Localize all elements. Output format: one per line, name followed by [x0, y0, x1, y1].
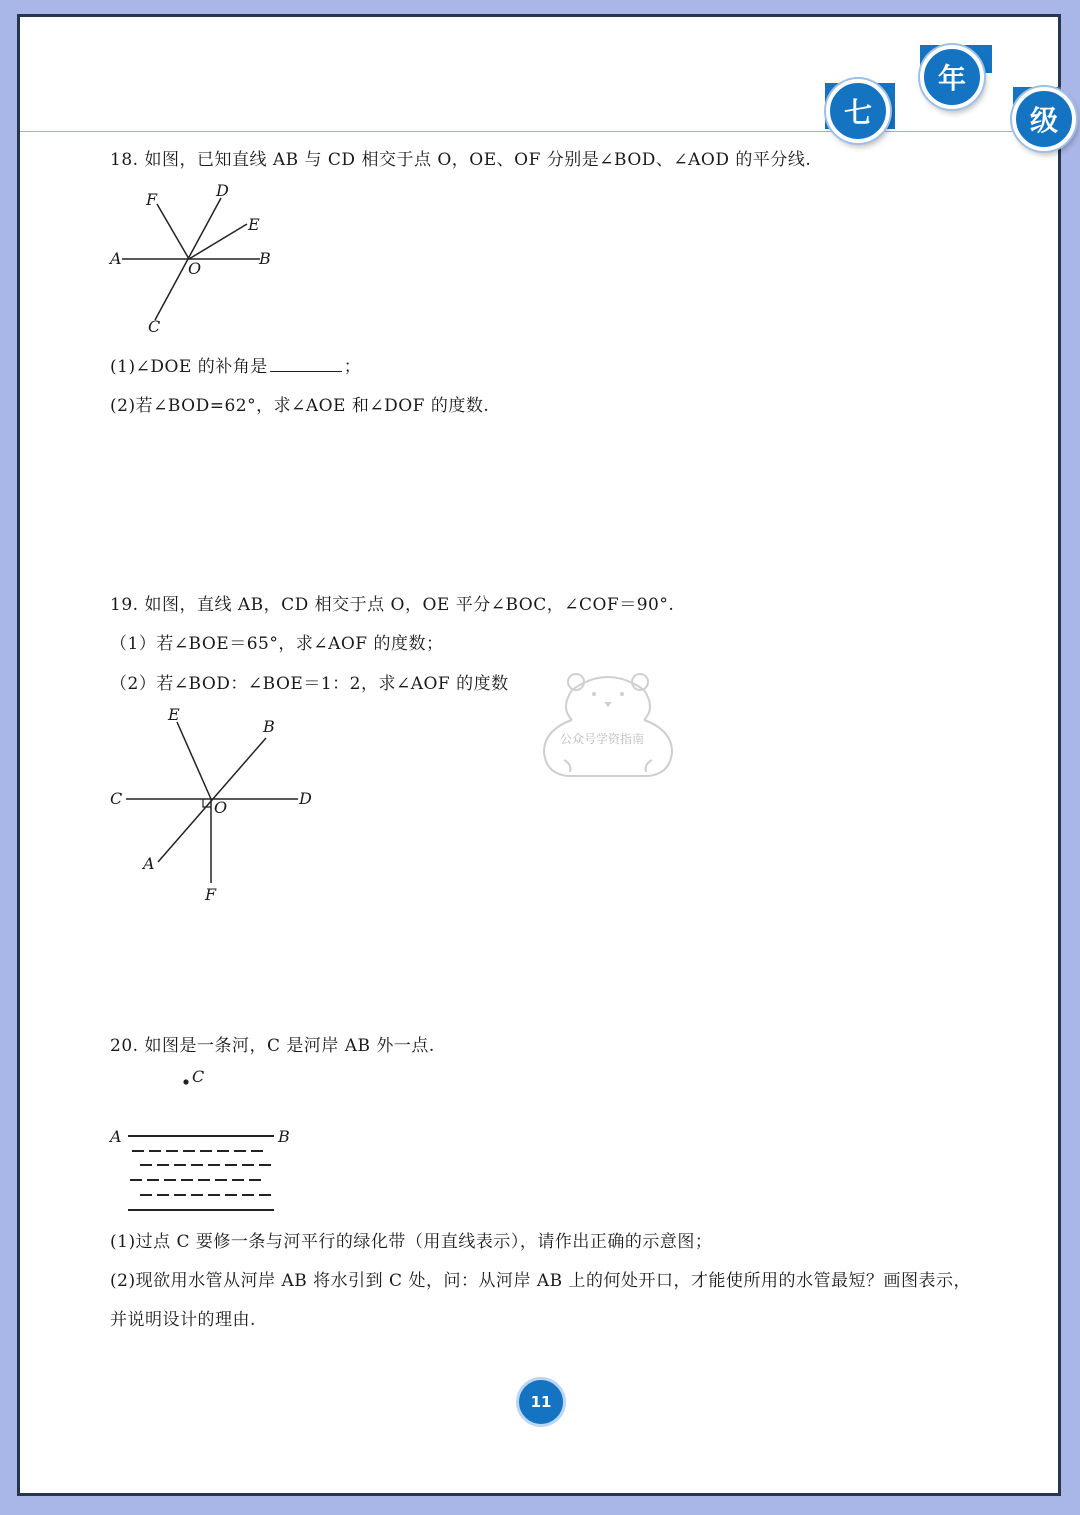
header-rule — [20, 131, 1060, 132]
q19-label-b: B — [263, 717, 275, 736]
q19-label-e: E — [168, 705, 180, 724]
q20-figure — [100, 1060, 310, 1224]
q19-label-c: C — [110, 789, 123, 808]
q19-label-a: A — [143, 854, 155, 873]
q19-figure — [100, 700, 330, 914]
grade-badge-seven: 七 — [826, 79, 890, 143]
q18-label-d: D — [216, 181, 229, 200]
watermark — [538, 668, 678, 786]
q20-part2-line2: 并说明设计的理由. — [110, 1310, 256, 1330]
q20-label-c: C — [192, 1067, 205, 1086]
q20-stem: 20. 如图是一条河，C 是河岸 AB 外一点. — [110, 1036, 435, 1056]
q19-label-f: F — [205, 885, 217, 904]
q19-part2: （2）若∠BOD：∠BOE＝1：2，求∠AOF 的度数 — [110, 674, 509, 694]
grade-badge-year: 年 — [920, 45, 984, 109]
q19-part1: （1）若∠BOE＝65°，求∠AOF 的度数； — [110, 634, 444, 654]
q18-answer-blank — [270, 371, 342, 372]
grade-badge-grade: 级 — [1012, 87, 1076, 151]
q18-label-c: C — [148, 317, 161, 336]
q18-label-a: A — [110, 249, 122, 268]
watermark-text: 公众号学资指南 — [560, 732, 645, 746]
q20-part2-line1: (2)现欲用水管从河岸 AB 将水引到 C 处，问：从河岸 AB 上的何处开口，才能使所用的水管最短？画图表示， — [110, 1271, 972, 1291]
q18-label-o: O — [188, 259, 202, 278]
q19-label-o: O — [214, 798, 228, 817]
q20-label-a: A — [110, 1127, 122, 1146]
q20-part1: (1)过点 C 要修一条与河平行的绿化带（用直线表示），请作出正确的示意图； — [110, 1232, 713, 1252]
q18-part1: (1)∠DOE 的补角是 ； — [110, 357, 362, 377]
q18-label-f: F — [146, 190, 158, 209]
q18-label-b: B — [259, 249, 271, 268]
q18-label-e: E — [248, 215, 260, 234]
q18-figure — [100, 178, 300, 347]
q19-stem: 19. 如图，直线 AB，CD 相交于点 O，OE 平分∠BOC，∠COF＝90°. — [110, 595, 675, 615]
page-number: 11 — [516, 1377, 566, 1427]
q20-label-b: B — [278, 1127, 290, 1146]
q19-label-d: D — [299, 789, 312, 808]
q18-part2: (2)若∠BOD=62°，求∠AOE 和∠DOF 的度数. — [110, 396, 490, 416]
q18-stem: 18. 如图，已知直线 AB 与 CD 相交于点 O，OE、OF 分别是∠BOD、∠AOD 的平分线. — [110, 150, 812, 170]
